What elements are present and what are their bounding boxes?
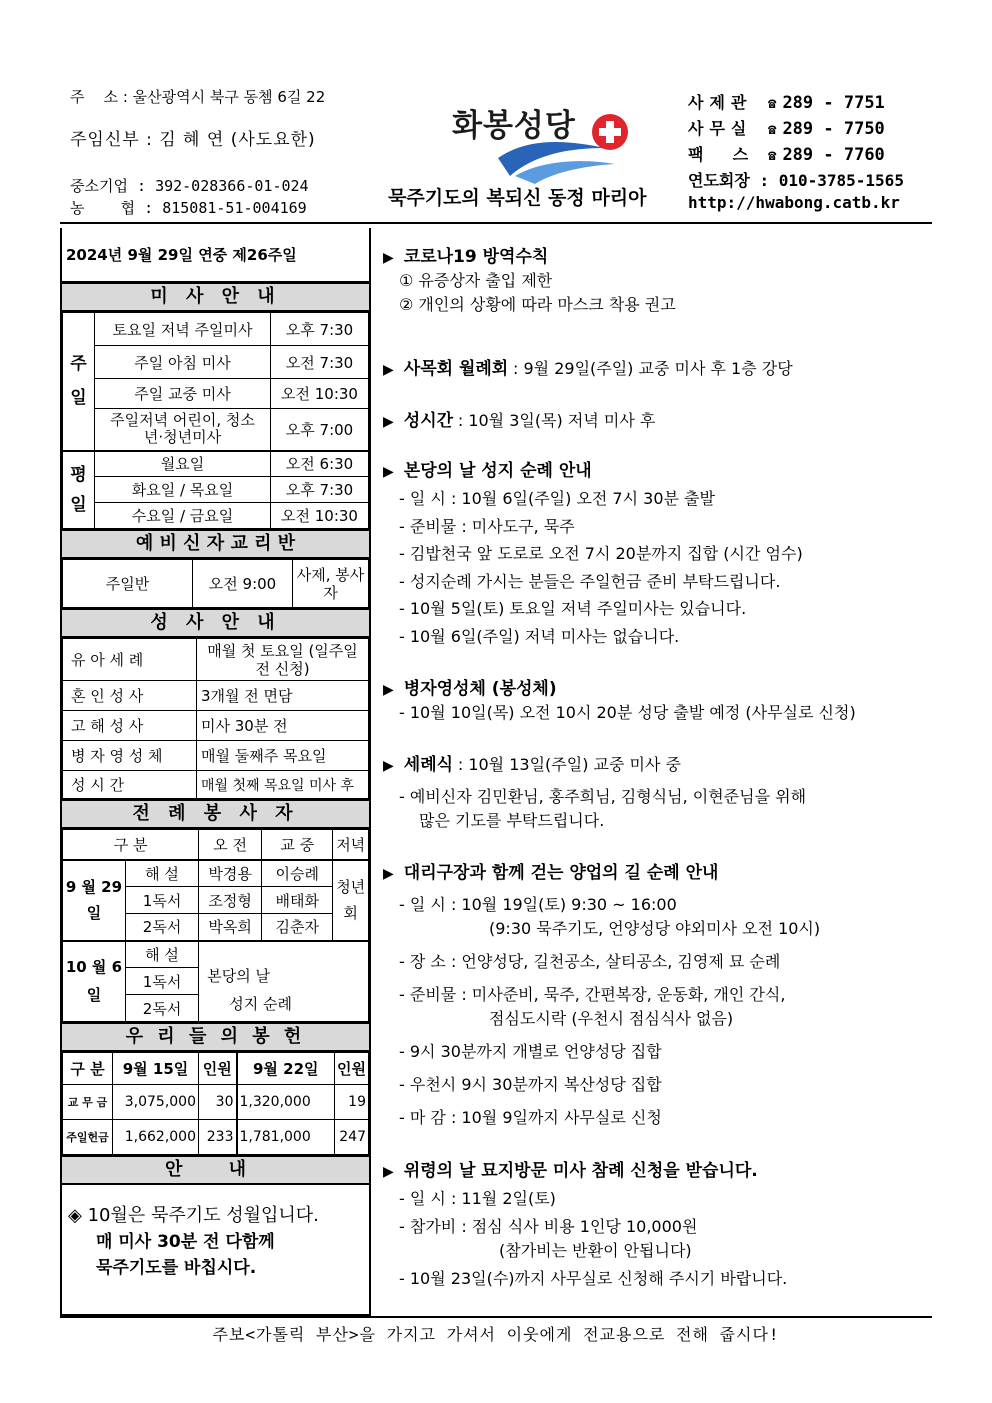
baptism-title: 세례식 xyxy=(403,755,454,775)
covid-rule: ② 개인의 상황에 따라 마스크 착용 권고 xyxy=(399,295,676,314)
mass-name: 주일 아침 미사 xyxy=(95,346,271,379)
priest-label: 주임신부 : xyxy=(70,130,153,150)
offering-header: 9월 15일 xyxy=(113,1053,199,1085)
notice-title xyxy=(62,1155,369,1185)
bank-account-2 xyxy=(70,197,307,218)
mass-time: 오전 10:30 xyxy=(271,503,369,529)
arrow-icon: ▶ xyxy=(383,250,394,266)
council-text: : 9월 29일(주일) 교중 미사 후 1층 강당 xyxy=(513,359,793,378)
liturgy-note xyxy=(199,941,369,1022)
mass-name: 토요일 저녁 주일미사 xyxy=(95,313,271,346)
sacrament-info: 매월 첫 토요일 (일주일 전 신청) xyxy=(197,639,369,681)
mass-time: 오후 7:00 xyxy=(271,409,369,451)
mass-time: 오전 6:30 xyxy=(271,451,369,477)
vicar-line: - 일 시 : 10월 19일(토) 9:30 ~ 16:00 xyxy=(399,895,677,914)
arrow-icon: ▶ xyxy=(383,362,394,378)
bank-account-1 xyxy=(70,175,309,196)
offering-table xyxy=(62,1052,369,1155)
left-column xyxy=(60,228,371,1316)
offering-count: 233 xyxy=(199,1120,237,1155)
liturgy-header: 교 중 xyxy=(262,830,333,860)
memorial-section xyxy=(383,1156,758,1181)
memorial-line: (참가비는 반환이 안됩니다) xyxy=(499,1241,692,1260)
priest-value: 김 혜 연 (사도요한) xyxy=(159,130,316,150)
arrow-icon: ▶ xyxy=(383,464,394,480)
vicar-line: - 마 감 : 10월 9일까지 사무실로 신청 xyxy=(399,1108,662,1127)
offering-amount: 1,662,000 xyxy=(113,1120,199,1155)
council-title: 사목회 월례회 xyxy=(403,359,509,379)
address-label: 주 소 : xyxy=(70,88,128,106)
arrow-icon: ▶ xyxy=(383,866,394,882)
covid-section xyxy=(383,242,548,267)
memorial-line: - 10월 23일(수)까지 사무실로 신청해 주시기 바랍니다. xyxy=(399,1269,788,1288)
phone-icon: ☎ xyxy=(768,96,777,112)
pilgrim-line: - 성지순례 가시는 분들은 주일헌금 준비 부탁드립니다. xyxy=(399,572,781,591)
section-title: 우 리 들 의 봉 헌 xyxy=(125,1026,306,1047)
liturgy-role: 2독서 xyxy=(125,914,198,941)
offering-header: 인원 xyxy=(199,1053,237,1085)
section-title: 미 사 안 내 xyxy=(150,286,281,307)
holy-hour-section xyxy=(383,406,655,431)
address xyxy=(70,86,325,107)
phone-icon: ☎ xyxy=(768,122,777,138)
offering-name: 교 무 금 xyxy=(63,1085,113,1120)
pilgrim-section xyxy=(383,456,592,481)
address-value: 울산광역시 북구 동쳄 6길 22 xyxy=(132,88,326,106)
liturgy-table xyxy=(62,829,369,1022)
liturgy-role: 1독서 xyxy=(125,887,198,914)
liturgy-role: 1독서 xyxy=(125,968,198,995)
liturgy-header: 저녁 xyxy=(333,830,369,860)
mass-name: 주일저녁 어린이, 청소년·청년미사 xyxy=(95,409,271,451)
notice-line: ◈ 10월은 묵주기도 성월입니다. xyxy=(68,1205,319,1226)
vicar-title: 대리구장과 함께 걷는 양업의 길 순례 안내 xyxy=(403,863,719,883)
mass-time: 오후 7:30 xyxy=(271,477,369,503)
liturgy-role: 2독서 xyxy=(125,995,198,1022)
baptism-line: 많은 기도를 부탁드립니다. xyxy=(419,811,605,830)
priest xyxy=(70,125,316,150)
contact-fax xyxy=(688,142,885,165)
holy-hour-text: : 10월 3일(목) 저녁 미사 후 xyxy=(457,411,656,430)
sacrament-name: 병 자 영 성 체 xyxy=(63,741,197,771)
offering-amount: 1,781,000 xyxy=(237,1120,335,1155)
mass-name: 주일 교중 미사 xyxy=(95,379,271,409)
offering-header: 구 분 xyxy=(63,1053,113,1085)
label: 주일 xyxy=(70,354,87,409)
offering-count: 30 xyxy=(199,1085,237,1120)
section-title: 전 례 봉 사 자 xyxy=(132,803,299,824)
catechumen-teacher: 사제, 봉사자 xyxy=(293,560,369,608)
memorial-line: - 참가비 : 점심 식사 비용 1인당 10,000원 xyxy=(399,1217,698,1236)
liturgy-date: 10 월 6 일 xyxy=(63,941,126,1022)
sick-line: - 10월 10일(목) 오전 10시 20분 성당 출발 예정 (사무실로 신청) xyxy=(399,703,856,722)
pilgrim-line: - 일 시 : 10월 6일(주일) 오전 7시 30분 출발 xyxy=(399,489,715,508)
website[interactable]: http://hwabong.catb.kr xyxy=(688,193,900,212)
liturgy-note-line: 성지 순례 xyxy=(229,995,292,1014)
liturgy-role: 해 설 xyxy=(125,941,198,968)
phone-icon: ☎ xyxy=(768,148,777,164)
mass-time: 오전 10:30 xyxy=(271,379,369,409)
notice-line: 묵주기도를 바칩시다. xyxy=(96,1258,257,1278)
contact-office xyxy=(688,116,885,139)
offering-title xyxy=(62,1022,369,1052)
bank1-value: 392-028366-01-024 xyxy=(155,177,309,195)
sacrament-info: 미사 30분 전 xyxy=(197,711,369,741)
sacrament-info: 매월 둘째주 목요일 xyxy=(197,741,369,771)
weekday-label xyxy=(63,451,95,529)
footer-text: 주보<가톨릭 부산>을 가지고 가셔서 이웃에게 전교용으로 전해 줍시다! xyxy=(212,1325,780,1344)
offering-amount: 3,075,000 xyxy=(113,1085,199,1120)
mass-name: 월요일 xyxy=(95,451,271,477)
baptism-text: : 10월 13일(주일) 교중 미사 중 xyxy=(457,755,681,774)
divider xyxy=(60,222,932,224)
offering-header: 9월 22일 xyxy=(237,1053,335,1085)
vicar-line: (9:30 묵주기도, 언양성당 야외미사 오전 10시) xyxy=(489,919,821,938)
catechumen-table xyxy=(62,559,369,608)
section-title: 성 사 안 내 xyxy=(150,612,281,633)
contact-rectory xyxy=(688,90,885,113)
liturgy-am: 박옥희 xyxy=(199,914,262,941)
sick-communion-section xyxy=(383,674,557,699)
arrow-icon: ▶ xyxy=(383,758,394,774)
pilgrim-line: - 10월 6일(주일) 저녁 미사는 없습니다. xyxy=(399,627,680,646)
vicar-line: - 우천시 9시 30분까지 복산성당 집합 xyxy=(399,1075,662,1094)
liturgy-am: 조정형 xyxy=(199,887,262,914)
catechumen-day: 주일반 xyxy=(63,560,193,608)
mass-time: 오후 7:30 xyxy=(271,313,369,346)
notice-box xyxy=(62,1185,369,1281)
arrow-icon: ▶ xyxy=(383,682,394,698)
divider xyxy=(60,1316,932,1318)
contact-number: 289 - 7750 xyxy=(782,119,885,139)
offering-header: 인원 xyxy=(335,1053,369,1085)
baptism-line: - 예비신자 김민환님, 홍주희님, 김형식님, 이현준님을 위해 xyxy=(399,787,807,806)
arrow-icon: ▶ xyxy=(383,414,394,430)
sacrament-name: 혼 인 성 사 xyxy=(63,681,197,711)
sacrament-info: 매월 첫째 목요일 미사 후 xyxy=(197,771,369,799)
pilgrim-line: - 준비물 : 미사도구, 묵주 xyxy=(399,517,575,536)
contact-number: 289 - 7760 xyxy=(782,145,885,165)
liturgy-header: 오 전 xyxy=(199,830,262,860)
vicar-pilgrim-section xyxy=(383,858,718,883)
section-title: 안 내 xyxy=(164,1159,267,1180)
vicar-line: 점심도시락 (우천시 점심식사 없음) xyxy=(489,1009,734,1028)
sick-title: 병자영성체 (봉성체) xyxy=(403,679,557,699)
sacrament-title xyxy=(62,608,369,638)
pilgrim-line: - 김밥천국 앞 도로로 오전 7시 20분까지 집합 (시간 엄수) xyxy=(399,544,803,563)
offering-count: 19 xyxy=(335,1085,369,1120)
section-title: 예 비 신 자 교 리 반 xyxy=(135,533,296,554)
mass-time: 오전 7:30 xyxy=(271,346,369,379)
sacrament-info: 3개월 전 면담 xyxy=(197,681,369,711)
offering-name: 주일헌금 xyxy=(63,1120,113,1155)
memorial-line: - 일 시 : 11월 2일(토) xyxy=(399,1189,556,1208)
liturgy-main: 김춘자 xyxy=(262,914,333,941)
pilgrim-line: - 10월 5일(토) 토요일 저녁 주일미사는 있습니다. xyxy=(399,599,747,618)
label: 평일 xyxy=(70,464,87,515)
liturgy-main: 배태화 xyxy=(262,887,333,914)
holy-hour-title: 성시간 xyxy=(403,411,454,431)
notice-line: 매 미사 30분 전 다함께 xyxy=(96,1232,275,1252)
liturgy-main: 이승례 xyxy=(262,860,333,887)
liturgy-header: 구 분 xyxy=(63,830,199,860)
vicar-line: - 장 소 : 언양성당, 길천공소, 살티공소, 김영제 묘 순례 xyxy=(399,952,781,971)
leader-contact: 연도회장 : 010-3785-1565 xyxy=(688,171,904,190)
arrow-icon: ▶ xyxy=(383,1164,394,1180)
memorial-title: 위령의 날 묘지방문 미사 참례 신청을 받습니다. xyxy=(403,1161,758,1181)
parish-name: 화봉성당 xyxy=(452,108,576,144)
catechumen-time: 오전 9:00 xyxy=(193,560,293,608)
bank2-value: 815081-51-004169 xyxy=(162,199,307,217)
sacrament-name: 성 시 간 xyxy=(63,771,197,799)
offering-amount: 1,320,000 xyxy=(237,1085,335,1120)
council-section xyxy=(383,354,793,379)
mass-schedule-table xyxy=(62,312,369,529)
contact-number: 289 - 7751 xyxy=(782,93,885,113)
motto: 묵주기도의 복되신 동정 마리아 xyxy=(388,187,647,209)
liturgy-date: 9 월 29 일 xyxy=(63,860,126,941)
vicar-line: - 준비물 : 미사준비, 묵주, 간편복장, 운동화, 개인 간식, xyxy=(399,985,786,1004)
covid-title: 코로나19 방역수칙 xyxy=(403,247,549,267)
sacrament-name: 유 아 세 례 xyxy=(63,639,197,681)
contact-label: 사무실 xyxy=(688,119,753,138)
contact-label: 팩 스 xyxy=(688,145,755,164)
mass-schedule-title xyxy=(62,282,369,312)
bank2-label: 농 협 : xyxy=(70,199,154,217)
baptism-section xyxy=(383,750,681,775)
sunday-label xyxy=(63,313,95,451)
pilgrim-title: 본당의 날 성지 순례 안내 xyxy=(403,461,592,481)
liturgy-role: 해 설 xyxy=(125,860,198,887)
sacrament-table xyxy=(62,638,369,799)
mass-name: 수요일 / 금요일 xyxy=(95,503,271,529)
liturgy-am: 박경용 xyxy=(199,860,262,887)
offering-count: 247 xyxy=(335,1120,369,1155)
liturgy-title xyxy=(62,799,369,829)
liturgy-evening: 청년회 xyxy=(333,860,369,941)
liturgy-note-line: 본당의 날 xyxy=(207,967,270,986)
bank1-label: 중소기업 : xyxy=(70,177,147,195)
contact-label: 사제관 xyxy=(688,93,753,112)
bulletin-date: 2024년 9월 29일 연중 제26주일 xyxy=(62,228,369,282)
covid-rule: ① 유증상자 출입 제한 xyxy=(399,271,553,290)
mass-name: 화요일 / 목요일 xyxy=(95,477,271,503)
vicar-line: - 9시 30분까지 개별로 언양성당 집합 xyxy=(399,1042,662,1061)
catechumen-title xyxy=(62,529,369,559)
sacrament-name: 고 해 성 사 xyxy=(63,711,197,741)
